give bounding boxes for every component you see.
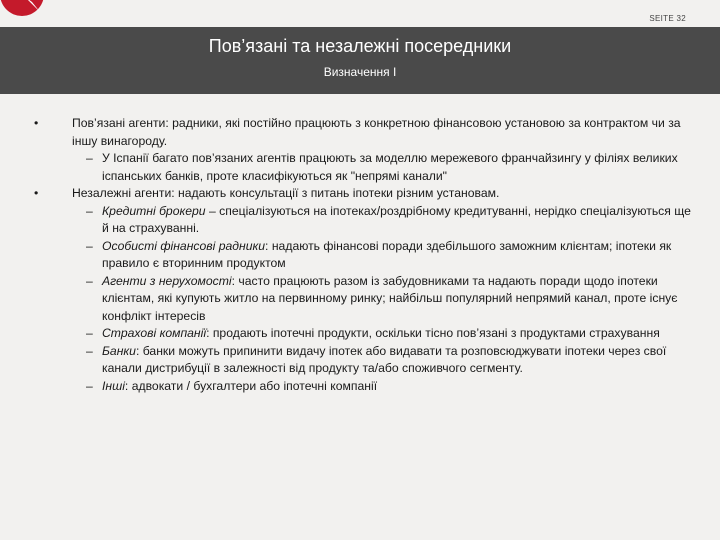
dash-mark: – xyxy=(86,378,93,393)
logo-mark-icon xyxy=(0,0,44,22)
subitem-real-estate-agents xyxy=(34,273,698,326)
page-subtitle: Визначення I xyxy=(323,65,397,79)
subitem-others xyxy=(34,378,698,396)
subitem-text: : продають іпотечні продукти, оскільки тісно пов’язані з продуктами страхування xyxy=(206,326,660,340)
subitem-text: У Іспанії багато пов’язаних агентів працюють за моделлю мережевого франчайзингу у філіях великих іспанських банків, проте класифікуються як "непрямі канали" xyxy=(102,151,678,183)
subitem-text: – спеціалізуються на іпотеках/роздрібному кредитуванні, нерідко спеціалізуються ще й на страхуванні. xyxy=(102,203,691,235)
page-title: Пов’язані та незалежні посередники xyxy=(208,36,512,56)
subitem-text: : часто працюють разом із забудовниками та надають поради щодо іпотеки клієнтам, які купують житло на первинному ринку; найбільш популярний непрямий канал, проте існує конфлікт інтересів xyxy=(102,273,678,323)
bullet-term: Пов’язані агенти xyxy=(72,116,166,130)
subitem-credit-brokers xyxy=(34,203,698,238)
subitem-spain-franchise xyxy=(34,150,698,185)
logo xyxy=(0,0,44,22)
subitem-term: Агенти з нерухомості xyxy=(102,273,232,288)
subitem-term: Страхові компанії xyxy=(102,326,207,340)
subitem-text: : банки можуть припинити видачу іпотек або видавати та розповсюджувати іпотеки через свої канали дистрибуції в залежності від продукту та/або споживчого сегменту. xyxy=(102,343,667,375)
dash-mark: – xyxy=(86,151,93,165)
subitem-term: Банки xyxy=(102,343,136,358)
bullet-mark: • xyxy=(34,116,39,130)
bullet-mark: • xyxy=(34,186,39,200)
dash-mark: – xyxy=(86,273,93,288)
subitem-text: : адвокати / бухгалтери або іпотечні компанії xyxy=(124,378,378,393)
subitem-term: Особисті фінансові радники xyxy=(102,238,266,253)
subitem-banks xyxy=(34,343,698,378)
subitem-personal-advisors xyxy=(34,238,698,273)
dash-mark: – xyxy=(86,343,93,358)
subitem-term: Інші xyxy=(102,378,125,393)
subitem-term: Кредитні брокери xyxy=(102,203,206,218)
bullet-text: : радники, які постійно працюють з конкретною фінансовою установою за контрактом чи за іншу винагороду. xyxy=(72,116,681,148)
dash-mark: – xyxy=(86,326,93,340)
dash-mark: – xyxy=(86,238,93,253)
bullet-independent-agents xyxy=(34,185,698,203)
subitem-insurance-companies xyxy=(34,325,698,343)
page-number: SEITE 32 xyxy=(649,14,686,23)
dash-mark: – xyxy=(86,203,93,218)
bullet-term: Незалежні агенти xyxy=(72,186,172,200)
bullet-tied-agents xyxy=(34,115,698,150)
content-body xyxy=(34,115,698,395)
bullet-text: : надають консультації з питань іпотеки різним установам. xyxy=(171,186,500,200)
subitem-text: : надають фінансові поради здебільшого заможним клієнтам; іпотеки як правило є вторинним продуктом xyxy=(102,238,672,270)
